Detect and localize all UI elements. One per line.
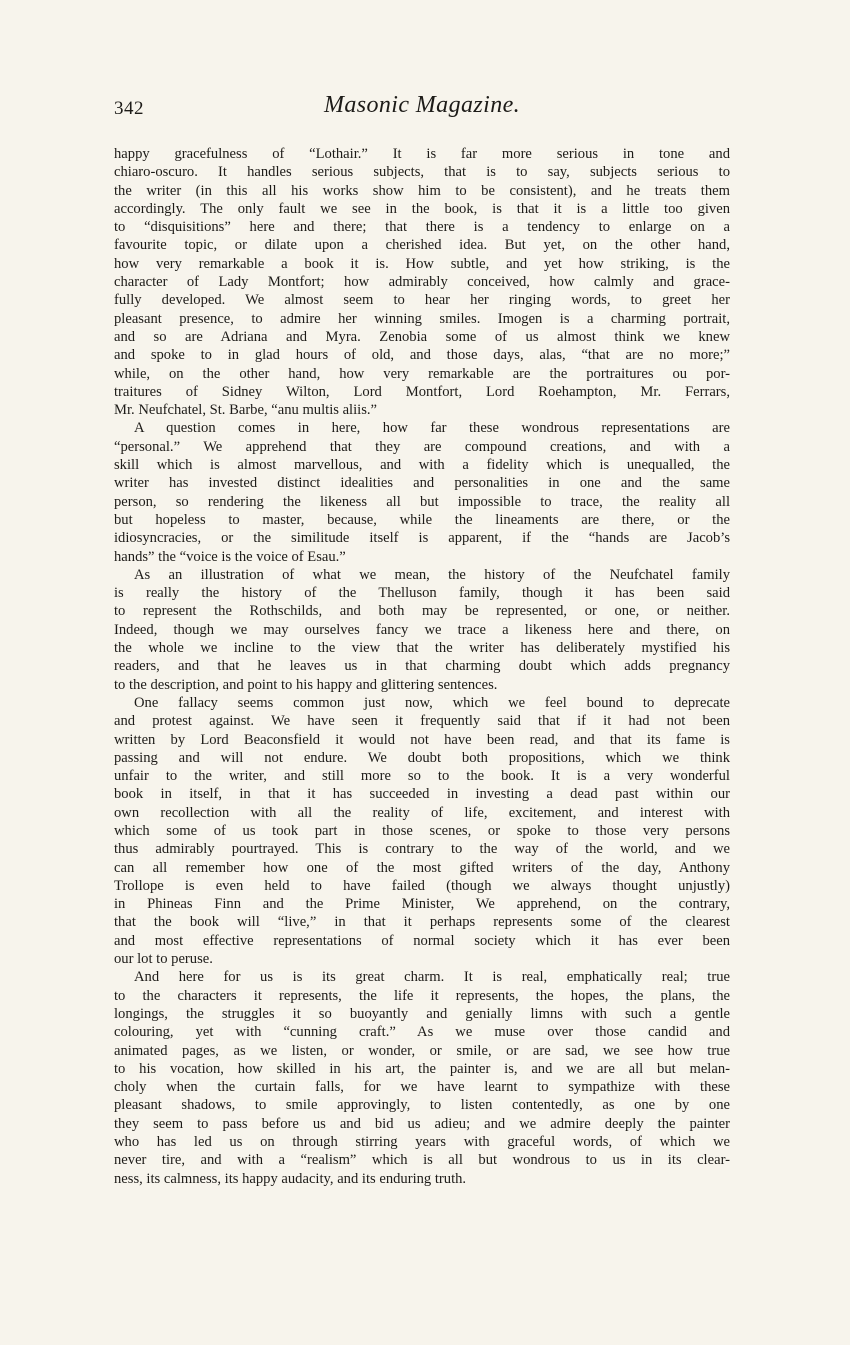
- text-line: Mr. Neufchatel, St. Barbe, “anu multis aliis.”: [114, 402, 378, 419]
- text-line: idiosyncracies, or the similitude itself is apparent, if the “hands are Jacob’s: [114, 530, 730, 547]
- text-line: chiaro-oscuro. It handles serious subjects, that is to say, subjects serious to: [114, 164, 730, 181]
- text-line: book in itself, in that it has succeeded in investing a dead past within our: [114, 786, 730, 803]
- text-line: unfair to the writer, and still more so to the book. It is a very wonderful: [114, 768, 730, 785]
- text-line: ness, its calmness, its happy audacity, and its enduring truth.: [114, 1170, 467, 1187]
- text-line: that the book will “live,” in that it perhaps represents some of the clearest: [114, 914, 730, 931]
- text-line: One fallacy seems common just now, which we feel bound to deprecate: [134, 694, 730, 711]
- text-line: A question comes in here, how far these wondrous representations are: [134, 420, 730, 437]
- text-line: how very remarkable a book it is. How subtle, and yet how striking, is the: [114, 255, 730, 272]
- text-line: our lot to peruse.: [114, 951, 213, 968]
- text-line: colouring, yet with “cunning craft.” As we muse over those candid and: [114, 1024, 730, 1041]
- text-line: and protest against. We have seen it frequently said that if it had not been: [114, 713, 730, 730]
- text-line: pleasant shadows, to smile approvingly, to listen contentedly, as one by one: [114, 1097, 730, 1114]
- text-line: Trollope is even held to have failed (though we always thought unjustly): [114, 877, 730, 894]
- text-line: to “disquisitions” here and there; that there is a tendency to enlarge on a: [114, 219, 730, 236]
- text-line: accordingly. The only fault we see in the book, is that it is a little too given: [114, 200, 730, 217]
- text-line: writer has invested distinct idealities and personalities in one and the same: [114, 475, 730, 492]
- text-line: pleasant presence, to admire her winning smiles. Imogen is a charming portrait,: [114, 310, 730, 327]
- paragraph: [114, 694, 730, 968]
- text-line: the writer (in this all his works show him to be consistent), and he treats them: [114, 182, 730, 199]
- text-line: to the description, and point to his happy and glittering sentences.: [114, 676, 498, 693]
- text-line: thus admirably pourtrayed. This is contrary to the way of the world, and we: [114, 841, 730, 858]
- text-line: person, so rendering the likeness all but impossible to trace, the reality all: [114, 493, 730, 510]
- text-line: Indeed, though we may ourselves fancy we trace a likeness here and there, on: [114, 621, 730, 638]
- text-line: readers, and that he leaves us in that charming doubt which adds pregnancy: [114, 658, 730, 675]
- paragraph: [114, 968, 730, 1188]
- text-line: “personal.” We apprehend that they are compound creations, and with a: [114, 438, 730, 455]
- text-line: longings, the struggles it so buoyantly and genially limns with such a gentle: [114, 1005, 730, 1022]
- text-line: and most effective representations of normal society which it has ever been: [114, 932, 730, 949]
- text-line: the whole we incline to the view that the writer has deliberately mystified his: [114, 640, 730, 657]
- text-line: who has led us on through stirring years with graceful words, of which we: [114, 1134, 730, 1151]
- text-line: never tire, and with a “realism” which is all but wondrous to us in its clear-: [114, 1152, 730, 1169]
- text-line: happy gracefulness of “Lothair.” It is far more serious in tone and: [114, 146, 730, 162]
- text-line: written by Lord Beaconsfield it would not have been read, and that its fame is: [114, 731, 730, 748]
- text-line: traitures of Sidney Wilton, Lord Montfort, Lord Roehampton, Mr. Ferrars,: [114, 383, 730, 400]
- page-number: 342: [114, 98, 144, 119]
- text-line: As an illustration of what we mean, the history of the Neufchatel family: [134, 566, 730, 583]
- paragraph: [114, 145, 730, 419]
- text-line: to his vocation, how skilled in his art, the painter is, and we are all but melan-: [114, 1060, 730, 1077]
- text-line: animated pages, as we listen, or wonder, or smile, or are sad, we see how true: [114, 1042, 730, 1059]
- page-header: [114, 92, 730, 128]
- text-line: to represent the Rothschilds, and both may be represented, or one, or neither.: [114, 603, 730, 620]
- text-line: choly when the curtain falls, for we have learnt to sympathize with these: [114, 1079, 730, 1096]
- text-line: own recollection with all the reality of life, excitement, and interest with: [114, 804, 730, 821]
- text-line: in Phineas Finn and the Prime Minister, We apprehend, on the contrary,: [114, 896, 730, 913]
- text-line: and spoke to in glad hours of old, and those days, alas, “that are no more;”: [114, 347, 730, 364]
- text-line: which some of us took part in those scenes, or spoke to those very persons: [114, 822, 730, 839]
- running-title: Masonic Magazine.: [323, 92, 521, 118]
- text-line: And here for us is its great charm. It is real, emphatically real; true: [134, 969, 730, 986]
- text-line: hands” the “voice is the voice of Esau.”: [114, 548, 346, 565]
- text-line: while, on the other hand, how very remarkable are the portraitures ou por-: [114, 365, 730, 382]
- text-line: and so are Adriana and Myra. Zenobia some of us almost think we knew: [114, 328, 730, 345]
- paragraph: [114, 419, 730, 565]
- article-body: [114, 145, 730, 1188]
- text-line: but hopeless to master, because, while the lineaments are there, or the: [114, 511, 730, 528]
- text-line: passing and will not endure. We doubt both propositions, which we think: [114, 749, 730, 766]
- text-line: is really the history of the Thelluson family, though it has been said: [114, 585, 730, 602]
- text-line: skill which is almost marvellous, and with a fidelity which is unequalled, the: [114, 457, 730, 474]
- paragraph: [114, 566, 730, 694]
- text-line: favourite topic, or dilate upon a cherished idea. But yet, on the other hand,: [114, 237, 730, 254]
- text-line: they seem to pass before us and bid us adieu; and we admire deeply the painter: [114, 1115, 730, 1132]
- text-line: character of Lady Montfort; how admirably conceived, how calmly and grace-: [114, 274, 730, 291]
- text-line: can all remember how one of the most gifted writers of the day, Anthony: [114, 859, 730, 876]
- text-line: fully developed. We almost seem to hear her ringing words, to greet her: [114, 292, 730, 309]
- text-line: to the characters it represents, the life it represents, the hopes, the plans, the: [114, 987, 730, 1004]
